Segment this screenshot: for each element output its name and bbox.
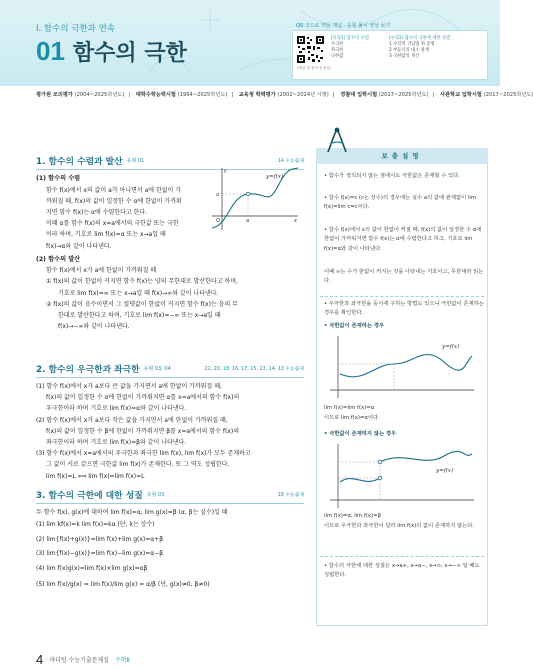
svg-text:a: a bbox=[246, 218, 250, 224]
text-line: 그 값이 서로 같으면 극한값 lim f(x)가 존재한다. 또 그 역도 성립한다. bbox=[46, 461, 230, 469]
svg-text:α: α bbox=[216, 192, 220, 198]
graph-label: y=f(x) bbox=[442, 344, 460, 350]
text-line: 함수 f(x)에서 x의 값이 a가 아니면서 a에 한없이 가 bbox=[46, 186, 182, 194]
section-one-sided-limits bbox=[36, 362, 304, 482]
text-line: 지면 함수 f(x)는 α에 수렴한다고 한다. bbox=[46, 208, 148, 216]
book-title: 마더텅 수능기출문제집 bbox=[49, 657, 110, 664]
supplement-note: • 함수의 극한에 대한 성질은 x→a+, x→a−, x→∞, x→−∞ 일 때도 성립한다. bbox=[324, 563, 480, 579]
example-title: • 극한값이 존재하지 않는 경우 bbox=[324, 431, 397, 437]
supplement-note: • 함수 f(x)=c (c는 상수)의 경우에는 실수 a의 값에 관계없이 lim f(x)=lim c=c이다. bbox=[324, 195, 477, 211]
text-line: 기호로 lim f(x)=∞ 또는 x→a일 때 f(x)→∞와 같이 나타낸다. bbox=[58, 289, 219, 297]
text-line: lim f(x)=L ⟺ lim f(x)=lim f(x)=L bbox=[46, 472, 145, 480]
section-type-tag: 유형 03, 04 bbox=[143, 366, 171, 372]
example-title: • 극한값이 존재하는 경우 bbox=[324, 323, 385, 329]
text-line: (2) 함수 f(x)에서 x가 a보다 작은 값을 가지면서 a에 한없이 가까워질 때, bbox=[36, 416, 228, 424]
text-line: 좌극한이라 하며 기호로 lim f(x)=β와 같이 나타낸다. bbox=[46, 439, 187, 447]
page-number: 4 bbox=[36, 652, 44, 667]
supplement-box-heading: 보충설명 bbox=[316, 148, 488, 164]
example-equation: lim f(x)=α, lim f(x)=β bbox=[324, 513, 381, 519]
title-text: 함수의 극한 bbox=[72, 41, 187, 66]
graph-label: y=f(x) bbox=[436, 468, 454, 474]
section-type-tag: 유형 03 bbox=[146, 492, 165, 498]
svg-text:x: x bbox=[294, 218, 297, 224]
section-limit-properties bbox=[36, 488, 304, 594]
text-line: 함수 f(x)에서 x가 a에 한없이 가까워질 때 bbox=[46, 267, 157, 275]
subheading: (2) 함수의 발산 bbox=[36, 255, 81, 263]
limit-not-exists-graph bbox=[324, 442, 480, 510]
supplement-note: 이때 ∞는 수가 한없이 커지는 것을 나타내는 기호이고, 무한대라 읽는다. bbox=[324, 269, 484, 285]
title-number: 01 bbox=[36, 36, 65, 66]
exam-source-strip: 평가원 모의평가 (2004~2025학년도) | 대학수학능력시험 (1994~2025학년도) | 교육청 학력평가 (2002~2024년 시행) | 경찰대 입학시험 (2017~2025학년도) | 사관학교 입학시험 (2017~2025학년도) bbox=[36, 92, 533, 98]
property-item: (3) lim{f(x)−g(x)}=lim f(x)−lim g(x)=α−β bbox=[36, 550, 164, 558]
qr-list-2: [유형2] 함수의 극한에 대한 성질 1 수학적 귀납법 위 증명 2 부등식의 대소 관계 3 극한값의 계산 bbox=[389, 36, 451, 59]
property-item: (4) lim f(x)g(x)=lim f(x)×lim g(x)=αβ bbox=[36, 564, 148, 572]
supplement-note: • 우극한과 좌극한을 동시에 구하는 방법도 있으니 극한값이 존재하는 경우를 확인한다. bbox=[324, 301, 484, 317]
qr-heading: QR 코드로 핵심 개념 · 유형 풀이 영상 보기 bbox=[296, 23, 391, 29]
svg-text:y: y bbox=[224, 168, 227, 174]
subheading: (1) 함수의 수렴 bbox=[36, 175, 81, 182]
compass-logo-icon bbox=[324, 126, 350, 154]
page-footer bbox=[36, 652, 130, 667]
text-line: 우극한이라 하며 기호로 lim f(x)=α와 같이 나타낸다. bbox=[46, 405, 187, 413]
divider bbox=[320, 556, 484, 557]
property-item: (5) lim f(x)/g(x) = lim f(x)/lim g(x) = α/β (단, g(x)≠0, β≠0) bbox=[36, 581, 210, 589]
divider bbox=[320, 296, 484, 297]
example-note: 이므로 lim f(x)=α이다. bbox=[324, 415, 380, 421]
section-exam-hint: 18 수능출제 bbox=[277, 493, 304, 498]
section-title: 1. 함수의 수렴과 발산 bbox=[36, 157, 123, 167]
section-heading bbox=[36, 362, 304, 378]
section-type-tag: 유형 01 bbox=[126, 158, 145, 164]
text-line: ② f(x)의 값이 음수이면서 그 절댓값이 한없이 커지면 함수 f(x)는 음의 무 bbox=[46, 300, 238, 308]
text-line: f(x)→α와 같이 나타낸다. bbox=[46, 242, 112, 250]
section-heading bbox=[36, 488, 304, 504]
text-line: ① f(x)의 값이 한없이 커지면 함수 f(x)는 양의 무한대로 발산한다고 하며, bbox=[46, 278, 238, 286]
text-line: f(x)→−∞와 같이 나타낸다. bbox=[58, 323, 130, 331]
svg-text:O: O bbox=[216, 218, 220, 224]
text-line: 두 함수 f(x), g(x)에 대하여 lim f(x)=α, lim g(x)=β (α, β는 실수)일 때 bbox=[36, 509, 228, 516]
example-note: 이므로 우극한과 좌극한이 달라 lim f(x)의 값이 존재하지 않는다. bbox=[324, 523, 475, 529]
qr-code-icon[interactable] bbox=[297, 36, 324, 63]
text-line: f(x)의 값이 일정한 수 β에 한없이 가까워지면 β를 x=a에서의 함수 f(x)의 bbox=[46, 427, 239, 435]
chapter-label: Ⅰ. 함수의 극한과 연속 bbox=[36, 24, 116, 34]
property-item: (2) lim{f(x)+g(x)}=lim f(x)+lim g(x)=α+β bbox=[36, 535, 164, 543]
text-line: 이때 α를 함수 f(x)의 x=a에서의 극한값 또는 극한 bbox=[46, 220, 179, 228]
text-line: 이라 하며, 기호로 lim f(x)=α 또는 x→a일 때 bbox=[46, 231, 166, 239]
convergence-graph bbox=[208, 166, 300, 232]
property-item: (1) lim kf(x)=k lim f(x)=kα (단, k는 상수) bbox=[36, 521, 155, 529]
text-line: f(x)의 값이 일정한 수 α에 한없이 가까워지면 α를 x=a에서의 함수 f(x)의 bbox=[46, 394, 240, 402]
qr-list-1: [유형1] 함수의 수렴 우극한 좌극한 극한값 bbox=[331, 36, 369, 59]
text-line: (3) 함수 f(x)에서 x=a에서의 우극한과 좌극한 lim f(x), lim f(x)가 모두 존재하고 bbox=[36, 450, 251, 458]
section-title: 3. 함수의 극한에 대한 성질 bbox=[36, 491, 143, 501]
supplement-note: • 함수 f(x)에서 x의 값이 한없이 커질 때, f(x)의 값이 일정한 수 α에 한없이 가까워지면 함수 f(x)는 α에 수렴한다고 하고, 기호로 lim f(x)=α와 같이 나타낸다. bbox=[324, 227, 482, 252]
section-exam-hint: 14 수능출제 bbox=[277, 159, 304, 164]
text-line: (1) 함수 f(x)에서 x가 a보다 큰 값을 가지면서 a에 한없이 가까워질 때, bbox=[36, 383, 222, 390]
qr-caption: (개념 및 풀이 동영상) bbox=[297, 66, 332, 70]
section-exam-hint: 22, 20, 18, 16, 17, 15, 13, 14, 13 수능출제 bbox=[204, 367, 304, 372]
page-title bbox=[36, 36, 187, 67]
qr-panel bbox=[292, 30, 488, 80]
example-equation: lim f(x)=lim f(x)=α bbox=[324, 405, 375, 411]
text-line: 한대로 발산한다고 하며, 기호로 lim f(x)=−∞ 또는 x→a일 때 bbox=[58, 312, 221, 320]
section-title: 2. 함수의 우극한과 좌극한 bbox=[36, 365, 140, 375]
text-line: 까워질 때, f(x)의 값이 일정한 수 α에 한없이 가까워 bbox=[46, 197, 182, 205]
limit-exists-graph bbox=[324, 334, 480, 400]
subject-label: 수학Ⅱ bbox=[115, 657, 130, 664]
graph-label: y=f(x) bbox=[266, 174, 284, 180]
supplement-note: • 함수가 정의되지 않는 점에서도 극한값은 존재할 수 있다. bbox=[324, 173, 460, 179]
